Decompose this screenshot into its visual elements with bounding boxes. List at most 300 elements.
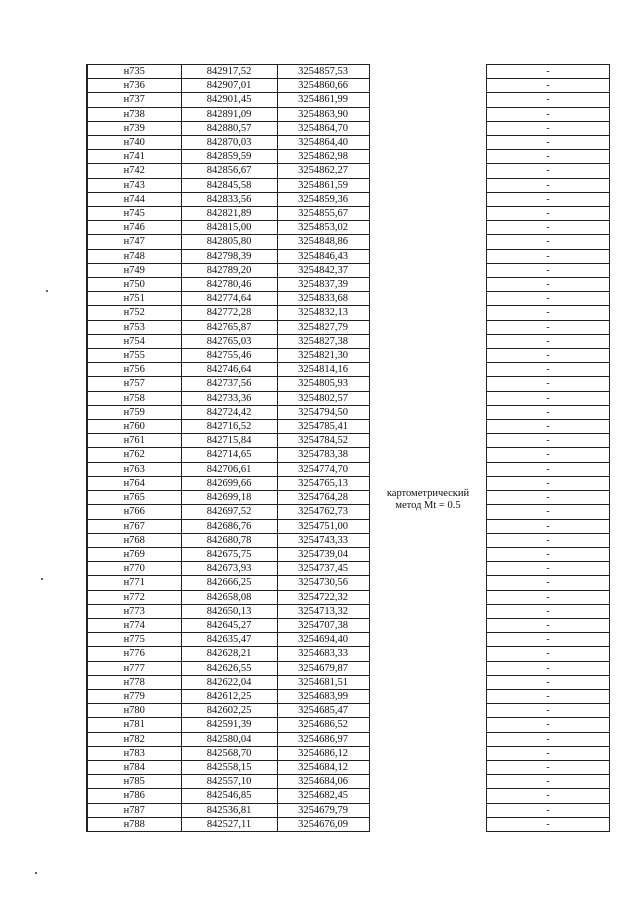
point-id-cell: н767 [87,519,181,533]
x-coordinate-cell: 842635,47 [181,633,277,647]
x-coordinate-cell: 842891,09 [181,107,277,121]
mark-cell: - [487,746,610,760]
mark-cell: - [487,803,610,817]
x-coordinate-cell: 842821,89 [181,207,277,221]
point-id-cell: н783 [87,746,181,760]
y-coordinate-cell: 3254764,28 [277,491,369,505]
table-row [87,150,369,164]
table-row [487,789,610,803]
y-coordinate-cell: 3254783,38 [277,448,369,462]
point-id-cell: н772 [87,590,181,604]
point-id-cell: н782 [87,732,181,746]
point-id-cell: н760 [87,420,181,434]
y-coordinate-cell: 3254863,90 [277,107,369,121]
x-coordinate-cell: 842602,25 [181,704,277,718]
marks-table-body [487,65,610,832]
table-row [87,121,369,135]
table-row [487,65,610,79]
mark-cell: - [487,391,610,405]
point-id-cell: н779 [87,689,181,703]
table-row [87,349,369,363]
point-id-cell: н757 [87,377,181,391]
mark-cell: - [487,405,610,419]
point-id-cell: н785 [87,775,181,789]
x-coordinate-cell: 842716,52 [181,420,277,434]
table-row [87,65,369,79]
x-coordinate-cell: 842673,93 [181,562,277,576]
x-coordinate-cell: 842557,10 [181,775,277,789]
x-coordinate-cell: 842724,42 [181,405,277,419]
table-row [87,363,369,377]
method-line-1: картометрический [386,488,470,499]
mark-cell: - [487,647,610,661]
table-row [87,178,369,192]
table-row [487,377,610,391]
y-coordinate-cell: 3254722,32 [277,590,369,604]
table-row [487,803,610,817]
mark-cell: - [487,505,610,519]
mark-cell: - [487,292,610,306]
method-line-2: метод Mt = 0.5 [395,500,461,511]
x-coordinate-cell: 842715,84 [181,434,277,448]
y-coordinate-cell: 3254802,57 [277,391,369,405]
mark-cell: - [487,547,610,561]
y-coordinate-cell: 3254713,32 [277,604,369,618]
table-row [87,93,369,107]
table-row [487,164,610,178]
table-row [87,306,369,320]
mark-cell: - [487,150,610,164]
point-id-cell: н751 [87,292,181,306]
table-row [87,405,369,419]
table-row [487,79,610,93]
table-row [87,377,369,391]
x-coordinate-cell: 842645,27 [181,618,277,632]
mark-cell: - [487,675,610,689]
table-row [87,562,369,576]
method-note [376,488,480,512]
point-id-cell: н753 [87,320,181,334]
mark-cell: - [487,817,610,831]
point-id-cell: н750 [87,278,181,292]
table-row [487,746,610,760]
y-coordinate-cell: 3254805,93 [277,377,369,391]
table-row [487,391,610,405]
mark-cell: - [487,79,610,93]
table-row [487,363,610,377]
table-row [87,675,369,689]
y-coordinate-cell: 3254842,37 [277,263,369,277]
marks-table [486,64,610,832]
mark-cell: - [487,618,610,632]
y-coordinate-cell: 3254837,39 [277,278,369,292]
table-row [87,79,369,93]
x-coordinate-cell: 842755,46 [181,349,277,363]
point-id-cell: н736 [87,79,181,93]
table-row [87,221,369,235]
x-coordinate-cell: 842697,52 [181,505,277,519]
table-row [87,775,369,789]
table-row [487,604,610,618]
y-coordinate-cell: 3254821,30 [277,349,369,363]
table-row [487,221,610,235]
x-coordinate-cell: 842714,65 [181,448,277,462]
table-row [87,448,369,462]
point-id-cell: н781 [87,718,181,732]
x-coordinate-cell: 842833,56 [181,192,277,206]
mark-cell: - [487,93,610,107]
y-coordinate-cell: 3254743,33 [277,533,369,547]
point-id-cell: н787 [87,803,181,817]
mark-cell: - [487,207,610,221]
table-row [487,192,610,206]
point-id-cell: н740 [87,136,181,150]
mark-cell: - [487,689,610,703]
y-coordinate-cell: 3254859,36 [277,192,369,206]
table-row [487,618,610,632]
y-coordinate-cell: 3254832,13 [277,306,369,320]
y-coordinate-cell: 3254864,70 [277,121,369,135]
table-row [87,746,369,760]
x-coordinate-cell: 842798,39 [181,249,277,263]
table-row [487,661,610,675]
y-coordinate-cell: 3254855,67 [277,207,369,221]
point-id-cell: н754 [87,334,181,348]
point-id-cell: н756 [87,363,181,377]
table-row [487,704,610,718]
mark-cell: - [487,760,610,774]
table-row [487,292,610,306]
y-coordinate-cell: 3254765,13 [277,476,369,490]
point-id-cell: н745 [87,207,181,221]
table-row [487,519,610,533]
table-row [487,718,610,732]
table-row [487,476,610,490]
point-id-cell: н755 [87,349,181,363]
mark-cell: - [487,377,610,391]
y-coordinate-cell: 3254846,43 [277,249,369,263]
table-row [487,732,610,746]
table-row [487,562,610,576]
x-coordinate-cell: 842856,67 [181,164,277,178]
y-coordinate-cell: 3254774,70 [277,462,369,476]
table-row [87,462,369,476]
table-row [487,249,610,263]
table-row [87,505,369,519]
table-row [87,434,369,448]
point-id-cell: н747 [87,235,181,249]
mark-cell: - [487,349,610,363]
table-row [87,547,369,561]
y-coordinate-cell: 3254694,40 [277,633,369,647]
mark-cell: - [487,235,610,249]
y-coordinate-cell: 3254814,16 [277,363,369,377]
table-row [87,533,369,547]
y-coordinate-cell: 3254794,50 [277,405,369,419]
mark-cell: - [487,434,610,448]
y-coordinate-cell: 3254685,47 [277,704,369,718]
mark-cell: - [487,320,610,334]
mark-cell: - [487,249,610,263]
x-coordinate-cell: 842706,61 [181,462,277,476]
x-coordinate-cell: 842789,20 [181,263,277,277]
y-coordinate-cell: 3254676,09 [277,817,369,831]
y-coordinate-cell: 3254737,45 [277,562,369,576]
y-coordinate-cell: 3254679,79 [277,803,369,817]
point-id-cell: н739 [87,121,181,135]
table-row [87,647,369,661]
y-coordinate-cell: 3254827,79 [277,320,369,334]
mark-cell: - [487,476,610,490]
point-id-cell: н777 [87,661,181,675]
point-id-cell: н759 [87,405,181,419]
mark-cell: - [487,448,610,462]
x-coordinate-cell: 842901,45 [181,93,277,107]
x-coordinate-cell: 842628,21 [181,647,277,661]
mark-cell: - [487,562,610,576]
y-coordinate-cell: 3254864,40 [277,136,369,150]
mark-cell: - [487,278,610,292]
table-row [87,334,369,348]
table-row [87,491,369,505]
point-id-cell: н778 [87,675,181,689]
y-coordinate-cell: 3254848,86 [277,235,369,249]
x-coordinate-cell: 842666,25 [181,576,277,590]
y-coordinate-cell: 3254686,52 [277,718,369,732]
table-row [487,306,610,320]
point-id-cell: н743 [87,178,181,192]
scan-speck [41,578,43,580]
table-row [87,263,369,277]
table-row [487,462,610,476]
table-row [487,505,610,519]
point-id-cell: н788 [87,817,181,831]
table-row [87,604,369,618]
point-id-cell: н741 [87,150,181,164]
table-row [87,817,369,831]
point-id-cell: н761 [87,434,181,448]
mark-cell: - [487,775,610,789]
mark-cell: - [487,604,610,618]
x-coordinate-cell: 842568,70 [181,746,277,760]
y-coordinate-cell: 3254686,97 [277,732,369,746]
point-id-cell: н758 [87,391,181,405]
x-coordinate-cell: 842880,57 [181,121,277,135]
mark-cell: - [487,789,610,803]
y-coordinate-cell: 3254683,33 [277,647,369,661]
x-coordinate-cell: 842765,87 [181,320,277,334]
y-coordinate-cell: 3254682,45 [277,789,369,803]
point-id-cell: н748 [87,249,181,263]
table-row [487,320,610,334]
table-row [87,107,369,121]
y-coordinate-cell: 3254684,06 [277,775,369,789]
x-coordinate-cell: 842546,85 [181,789,277,803]
y-coordinate-cell: 3254861,99 [277,93,369,107]
table-row [487,491,610,505]
table-row [487,349,610,363]
y-coordinate-cell: 3254785,41 [277,420,369,434]
x-coordinate-cell: 842870,03 [181,136,277,150]
table-row [487,689,610,703]
table-row [487,207,610,221]
x-coordinate-cell: 842686,76 [181,519,277,533]
x-coordinate-cell: 842591,39 [181,718,277,732]
point-id-cell: н737 [87,93,181,107]
x-coordinate-cell: 842917,52 [181,65,277,79]
point-id-cell: н749 [87,263,181,277]
x-coordinate-cell: 842859,59 [181,150,277,164]
mark-cell: - [487,533,610,547]
table-row [87,633,369,647]
mark-cell: - [487,576,610,590]
mark-cell: - [487,704,610,718]
mark-cell: - [487,221,610,235]
x-coordinate-cell: 842650,13 [181,604,277,618]
table-row [487,547,610,561]
table-row [87,689,369,703]
x-coordinate-cell: 842772,28 [181,306,277,320]
x-coordinate-cell: 842680,78 [181,533,277,547]
table-row [487,121,610,135]
table-row [87,760,369,774]
y-coordinate-cell: 3254684,12 [277,760,369,774]
mark-cell: - [487,178,610,192]
x-coordinate-cell: 842626,55 [181,661,277,675]
x-coordinate-cell: 842580,04 [181,732,277,746]
x-coordinate-cell: 842699,18 [181,491,277,505]
x-coordinate-cell: 842658,08 [181,590,277,604]
x-coordinate-cell: 842622,04 [181,675,277,689]
point-id-cell: н762 [87,448,181,462]
mark-cell: - [487,363,610,377]
point-id-cell: н769 [87,547,181,561]
table-row [487,775,610,789]
mark-cell: - [487,334,610,348]
mark-cell: - [487,732,610,746]
table-row [487,263,610,277]
y-coordinate-cell: 3254730,56 [277,576,369,590]
mark-cell: - [487,519,610,533]
table-row [487,760,610,774]
point-id-cell: н776 [87,647,181,661]
point-id-cell: н770 [87,562,181,576]
mark-cell: - [487,192,610,206]
table-row [487,334,610,348]
table-row [487,178,610,192]
table-row [487,278,610,292]
point-id-cell: н784 [87,760,181,774]
coordinates-table [86,64,370,832]
coordinates-table-body [87,65,369,832]
table-row [87,320,369,334]
table-row [87,278,369,292]
table-row [87,292,369,306]
point-id-cell: н752 [87,306,181,320]
y-coordinate-cell: 3254681,51 [277,675,369,689]
mark-cell: - [487,121,610,135]
x-coordinate-cell: 842774,64 [181,292,277,306]
mark-cell: - [487,107,610,121]
y-coordinate-cell: 3254861,59 [277,178,369,192]
x-coordinate-cell: 842746,64 [181,363,277,377]
x-coordinate-cell: 842815,00 [181,221,277,235]
table-row [487,420,610,434]
mark-cell: - [487,306,610,320]
point-id-cell: н763 [87,462,181,476]
table-row [87,576,369,590]
point-id-cell: н780 [87,704,181,718]
x-coordinate-cell: 842845,58 [181,178,277,192]
table-row [87,136,369,150]
x-coordinate-cell: 842733,36 [181,391,277,405]
point-id-cell: н744 [87,192,181,206]
table-row [87,235,369,249]
y-coordinate-cell: 3254686,12 [277,746,369,760]
table-row [87,618,369,632]
y-coordinate-cell: 3254707,38 [277,618,369,632]
table-row [87,590,369,604]
y-coordinate-cell: 3254860,66 [277,79,369,93]
mark-cell: - [487,590,610,604]
table-row [87,420,369,434]
point-id-cell: н766 [87,505,181,519]
x-coordinate-cell: 842527,11 [181,817,277,831]
x-coordinate-cell: 842737,56 [181,377,277,391]
table-row [87,192,369,206]
y-coordinate-cell: 3254739,04 [277,547,369,561]
mark-cell: - [487,420,610,434]
y-coordinate-cell: 3254853,02 [277,221,369,235]
table-row [87,789,369,803]
mark-cell: - [487,633,610,647]
point-id-cell: н765 [87,491,181,505]
table-row [87,519,369,533]
point-id-cell: н735 [87,65,181,79]
table-row [487,434,610,448]
table-row [487,405,610,419]
table-row [87,249,369,263]
point-id-cell: н773 [87,604,181,618]
mark-cell: - [487,164,610,178]
x-coordinate-cell: 842675,75 [181,547,277,561]
x-coordinate-cell: 842805,80 [181,235,277,249]
table-row [87,391,369,405]
table-row [487,647,610,661]
y-coordinate-cell: 3254679,87 [277,661,369,675]
x-coordinate-cell: 842612,25 [181,689,277,703]
mark-cell: - [487,65,610,79]
mark-cell: - [487,263,610,277]
x-coordinate-cell: 842536,81 [181,803,277,817]
table-row [87,476,369,490]
table-row [487,533,610,547]
x-coordinate-cell: 842765,03 [181,334,277,348]
table-row [487,817,610,831]
table-row [487,576,610,590]
table-row [87,661,369,675]
point-id-cell: н786 [87,789,181,803]
scan-speck [35,872,37,874]
y-coordinate-cell: 3254762,73 [277,505,369,519]
table-row [87,803,369,817]
table-row [487,590,610,604]
x-coordinate-cell: 842907,01 [181,79,277,93]
x-coordinate-cell: 842699,66 [181,476,277,490]
mark-cell: - [487,136,610,150]
table-row [87,207,369,221]
mark-cell: - [487,718,610,732]
